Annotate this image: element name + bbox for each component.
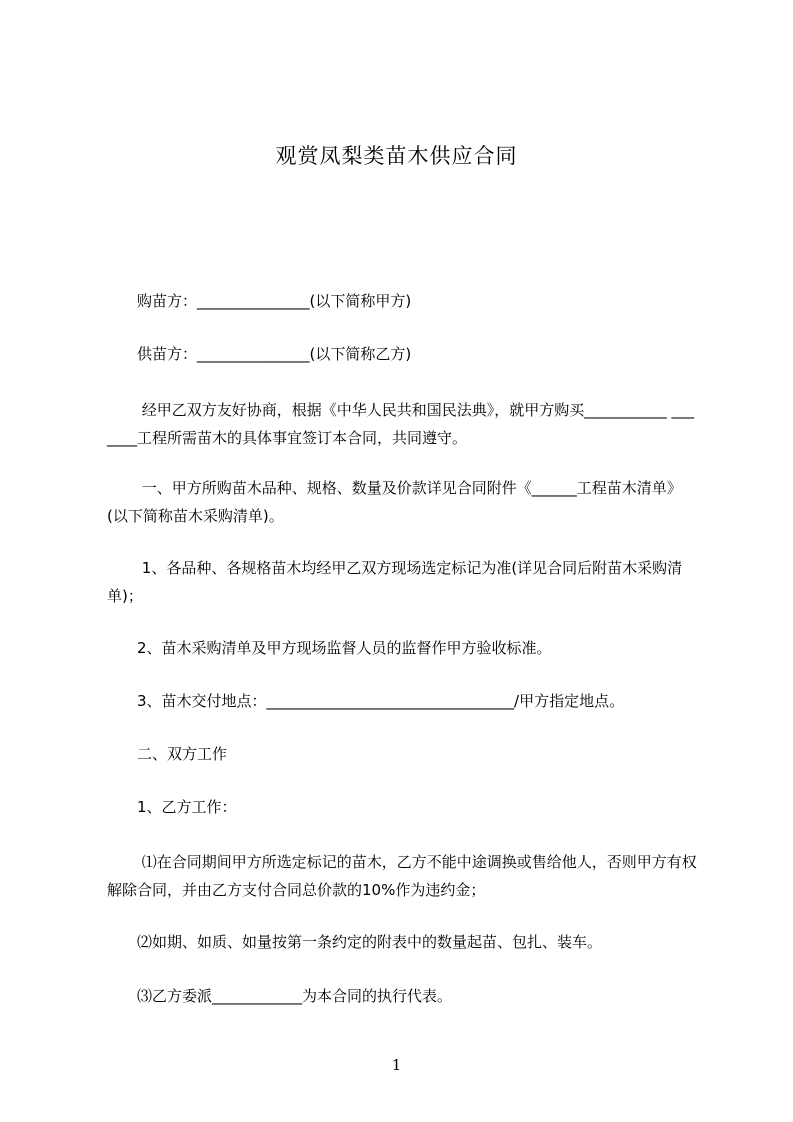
page-number: 1 [391,1056,402,1074]
clause-2-item-1-heading: 1、乙方工作： [137,798,237,816]
clause-2-item-1-sub-1: ⑴在合同期间甲方所选定标记的苗木，乙方不能中途调换或售给他人，否则甲方有权解除合同，并由乙方支付合同总价款的10%作为违约金； [107,853,697,899]
supplier-line: 供苗方：_______________(以下简称乙方) [137,345,412,363]
clause-1-item-2: 2、苗木采购清单及甲方现场监督人员的监督作甲方验收标准。 [137,639,552,657]
clause-1-item-1: 1、各品种、各规格苗木均经甲乙双方现场选定标记为准(详见合同后附苗木采购清单)； [107,559,683,605]
clause-1-item-3: 3、苗木交付地点：_________________________________/甲方指定地点。 [137,692,625,710]
clause-2-item-1-sub-2: ⑵如期、如质、如量按第一条约定的附表中的数量起苗、包扎、装车。 [137,933,603,951]
clause-1-paragraph: 一、甲方所购苗木品种、规格、数量及价款详见合同附件《______工程苗木清单》(以下简称苗木采购清单)。 [107,479,682,525]
clause-2-heading: 二、双方工作 [137,745,228,763]
preamble-paragraph: 经甲乙双方友好协商，根据《中华人民共和国民法典》，就甲方购买___________ _______工程所需苗木的具体事宜签订本合同，共同遵守。 [107,401,695,447]
buyer-line: 购苗方：_______________(以下简称甲方) [137,292,412,310]
document-title: 观赏凤梨类苗木供应合同 [275,144,518,168]
clause-2-item-1-sub-3: ⑶乙方委派____________为本合同的执行代表。 [137,987,453,1005]
